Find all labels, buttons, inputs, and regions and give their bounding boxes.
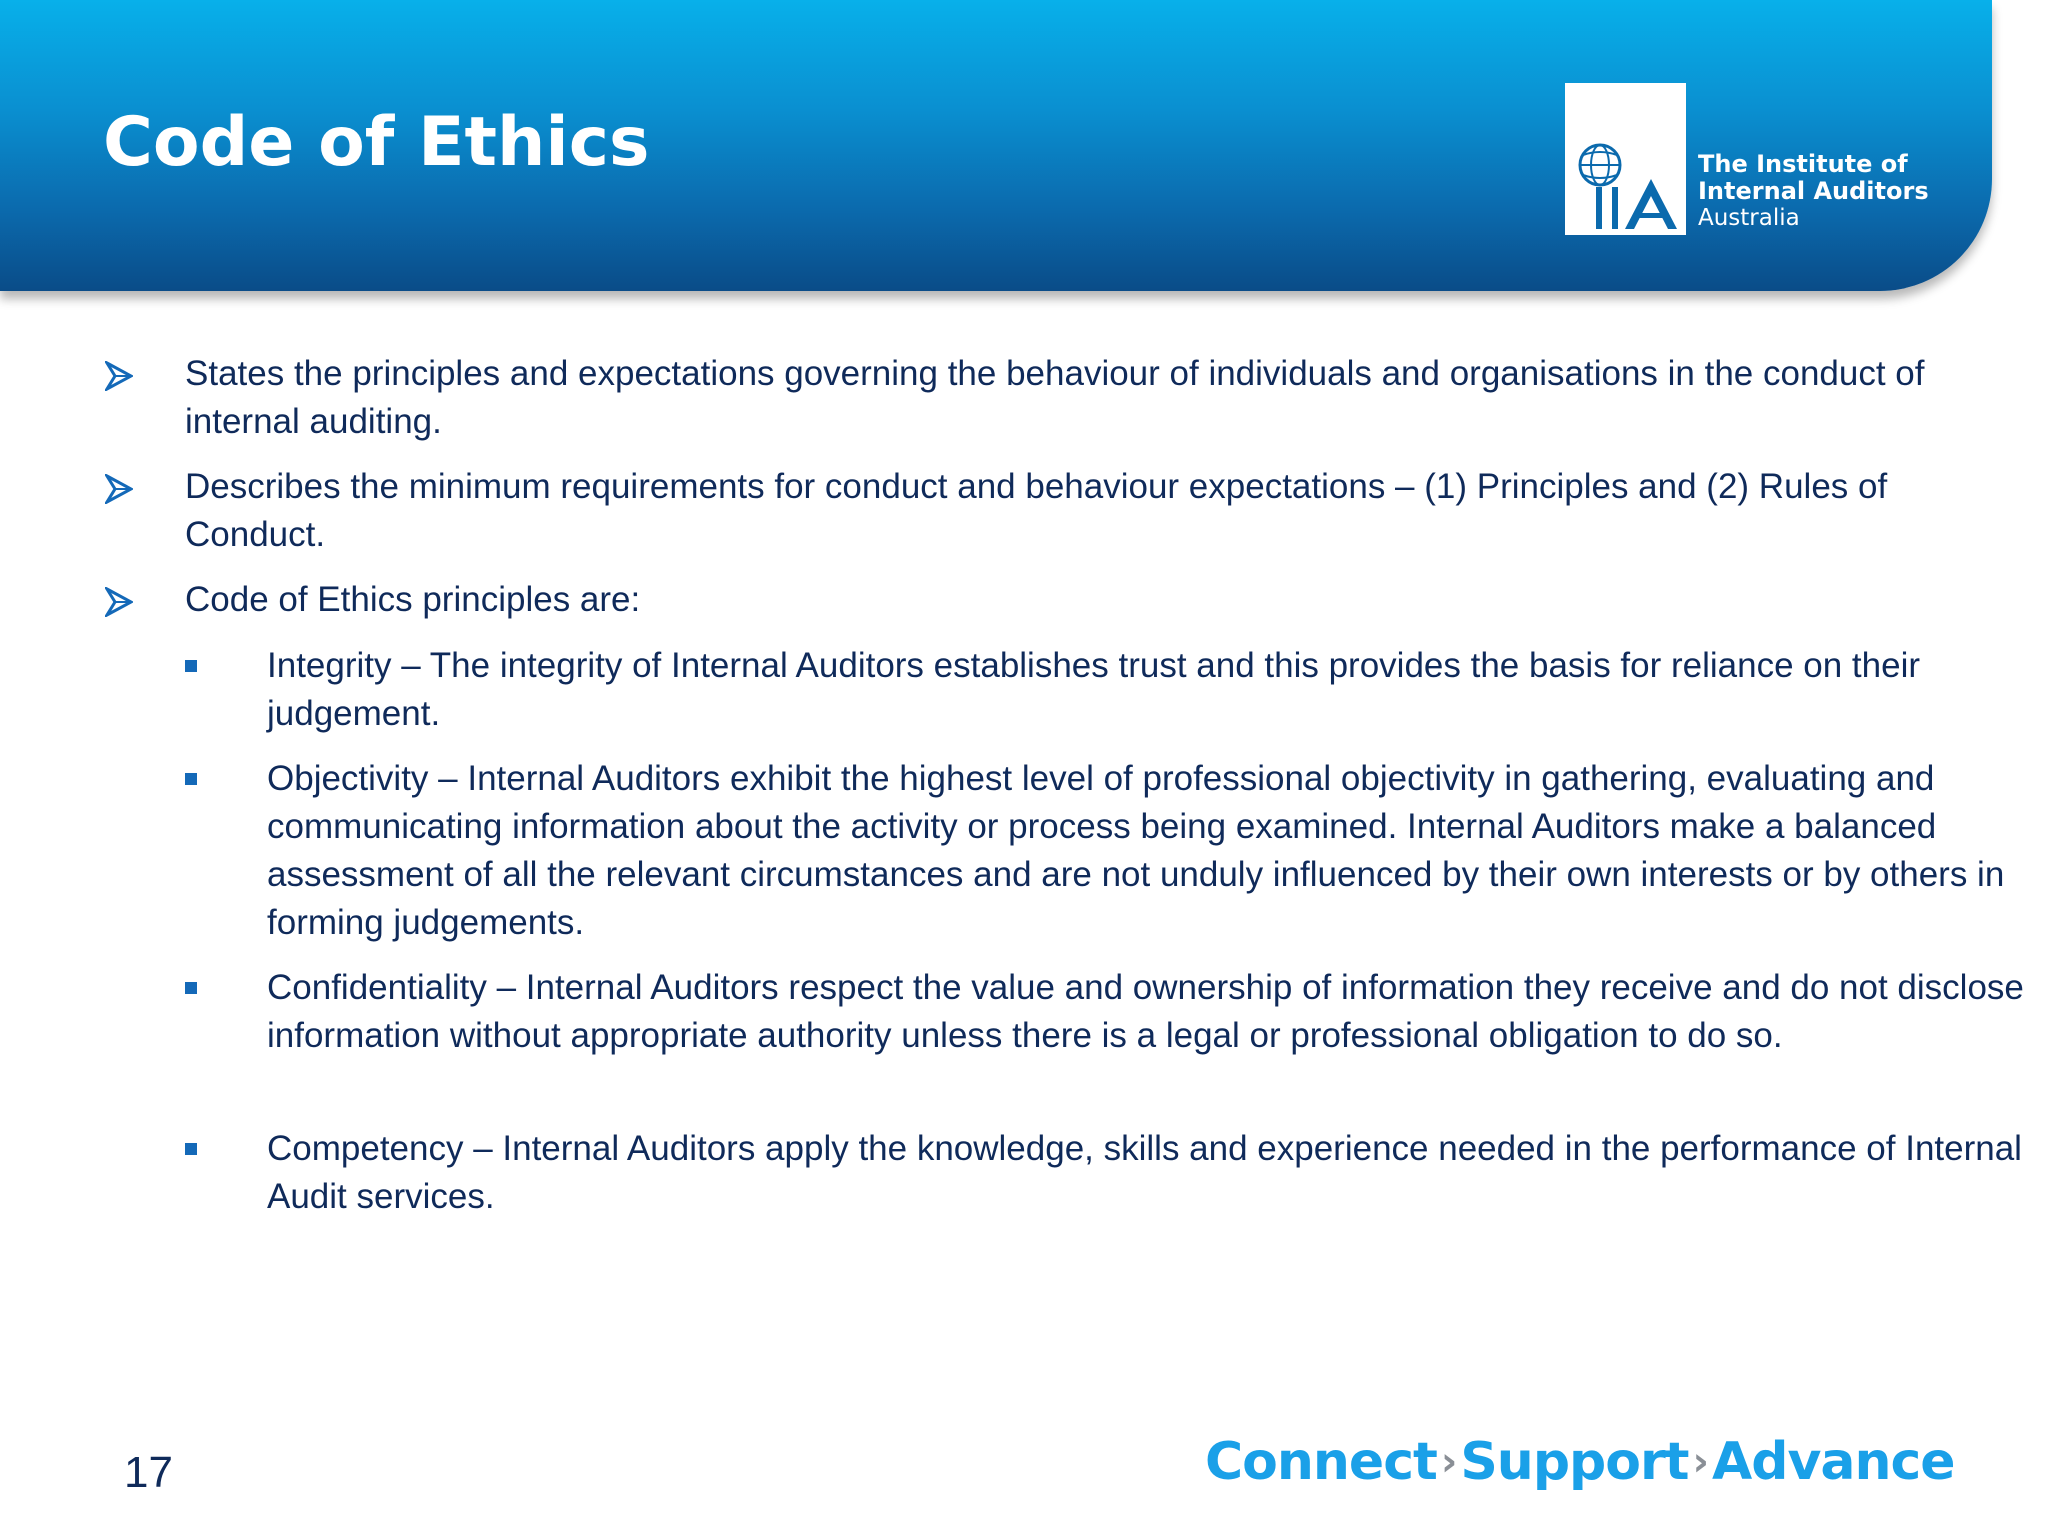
page-number: 17 [124, 1448, 173, 1497]
principle-text: Integrity – The integrity of Internal Auditors establishes trust and this provides the basis for reliance on their judgement. [267, 646, 1921, 733]
page-title: Code of Ethics [103, 103, 650, 182]
square-bullet-icon [185, 982, 197, 994]
iia-logo [1565, 83, 1929, 235]
square-bullet-icon [185, 1143, 197, 1155]
tagline-separator: › [1692, 1439, 1708, 1485]
bullet-text: States the principles and expectations governing the behaviour of individuals and organisations in the conduct of internal auditing. [185, 354, 1925, 441]
arrow-bullet-icon [105, 356, 133, 404]
tagline-advance: Advance [1712, 1432, 1955, 1492]
principle-text: Objectivity – Internal Auditors exhibit the highest level of professional objectivity in gathering, evaluating and communicating information about the activity or process being examined. Internal Auditors make a balanced assessment of all the relevant circumstances and are not unduly influenced by their own interests or by others in forming judgements. [267, 759, 2005, 942]
principle-text: Competency – Internal Auditors apply the knowledge, skills and experience needed in the performance of Internal Audit services. [267, 1129, 2022, 1216]
principle-item [185, 642, 2035, 738]
principle-item [185, 964, 2035, 1060]
principle-item [185, 755, 2035, 947]
tagline [1205, 1432, 1955, 1502]
principle-text: Confidentiality – Internal Auditors respect the value and ownership of information they receive and do not disclose information without appropriate authority unless there is a legal or professional obligation to do so. [267, 968, 2024, 1055]
logo-line-1: The Institute of [1698, 150, 1908, 178]
header-band [0, 0, 1992, 291]
arrow-bullet-icon [105, 582, 133, 630]
iia-logo-mark [1565, 83, 1686, 235]
tagline-separator: › [1440, 1439, 1457, 1485]
globe-icon [1565, 83, 1686, 235]
bullet-text: Code of Ethics principles are: [185, 580, 641, 619]
logo-line-2: Internal Auditors [1698, 177, 1929, 205]
bullet-item [105, 576, 2005, 624]
square-bullet-icon [185, 773, 197, 785]
tagline-support: Support [1460, 1432, 1689, 1492]
principle-item [185, 1125, 2035, 1221]
square-bullet-icon [185, 660, 197, 672]
bullet-item [105, 350, 2005, 446]
arrow-bullet-icon [105, 469, 133, 517]
bullet-item [105, 463, 2005, 559]
logo-text [1698, 151, 1929, 232]
logo-line-3: Australia [1698, 205, 1800, 231]
bullet-text: Describes the minimum requirements for conduct and behaviour expectations – (1) Principles and (2) Rules of Conduct. [185, 467, 1888, 554]
tagline-connect: Connect [1205, 1432, 1437, 1492]
